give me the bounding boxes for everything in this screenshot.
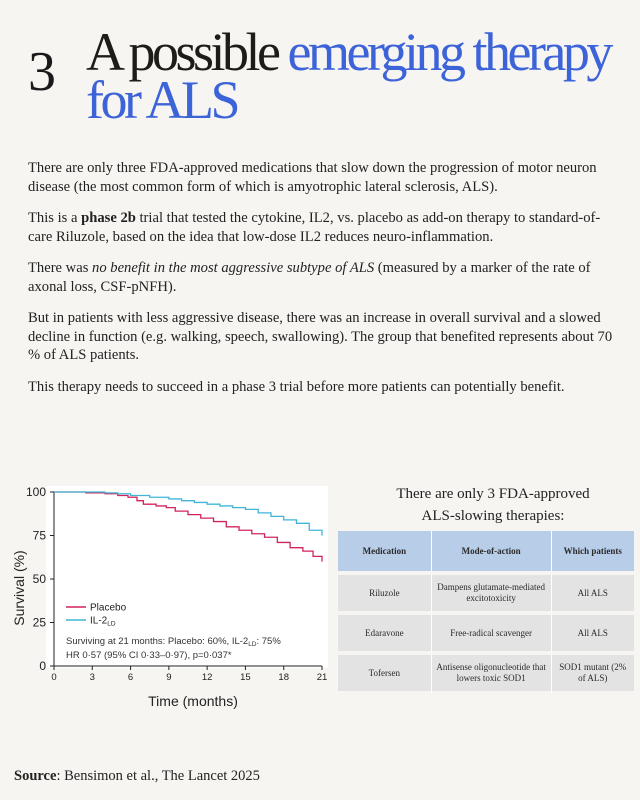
x-tick-label: 0: [51, 672, 57, 683]
title-dark: A possible: [86, 22, 278, 82]
p2-pre: This is a: [28, 210, 82, 226]
body-text: [28, 159, 618, 409]
legend-label: $IL-2_{LD}$: [90, 615, 116, 628]
annotation-line1-end: : 75%: [256, 636, 281, 647]
y-tick-label: 0: [39, 659, 46, 673]
header: [0, 0, 640, 150]
y-tick-label: 50: [32, 572, 46, 586]
page-title: [86, 22, 626, 130]
survival-chart: [6, 478, 334, 710]
paragraph-3: [28, 259, 618, 296]
paragraph-4: But in patients with less aggressive disease, there was an increase in overall survival and a slowed decline in function (e.g. walking, speech, swallowing). The group that benefited represents about 70 % of ALS patients.: [28, 310, 613, 363]
x-tick-label: 3: [89, 672, 95, 683]
therapies-table: [338, 531, 634, 695]
cell-patients: SOD1 mutant (2% of ALS): [552, 655, 634, 695]
legend-label: Placebo: [90, 602, 127, 614]
title-blue-1: emerging therapy: [287, 22, 610, 82]
cell-medication: Tofersen: [338, 655, 432, 695]
cell-mode: Antisense oligonucleotide that lowers toxic SOD1: [432, 655, 552, 695]
section-number: 3: [28, 41, 56, 103]
annotation-line1-main: Surviving at 21 months: Placebo: 60%, IL-2: [66, 636, 249, 647]
y-axis-label: Survival (%): [11, 550, 27, 626]
table-title-line-1: There are only 3 FDA-approved: [396, 486, 590, 502]
cell-patients: All ALS: [552, 575, 634, 615]
cell-patients: All ALS: [552, 615, 634, 655]
source-text: : Bensimon et al., The Lancet 2025: [56, 768, 260, 784]
table-title-line-2: ALS-slowing therapies:: [421, 508, 565, 524]
header-medication: Medication: [338, 531, 432, 575]
source-citation: [14, 768, 260, 785]
header-which-patients: Which patients: [552, 531, 634, 575]
y-tick-label: 100: [25, 485, 46, 499]
p3-italic: no benefit in the most aggressive subtype of ALS: [92, 260, 375, 276]
x-tick-label: 21: [316, 672, 328, 683]
x-tick-label: 12: [201, 672, 213, 683]
table-header-row: [338, 531, 634, 575]
p2-post: trial that tested the cytokine, IL2, vs. placebo as add-on therapy to standard-of-care Riluzole, based on the idea that low-dose IL2 reduces neuro-inflammation.: [28, 210, 601, 245]
p3-pre: There was: [28, 260, 93, 276]
survival-chart-svg: [6, 478, 334, 710]
source-label: Source: [14, 768, 57, 784]
table-row: [338, 615, 634, 655]
p3-post: (measured by a marker of the rate of axonal loss, CSF-pNFH).: [28, 260, 591, 295]
x-axis-label: Time (months): [148, 693, 238, 709]
x-tick-label: 15: [240, 672, 251, 683]
table-row: [338, 575, 634, 615]
x-tick-label: 18: [278, 672, 290, 683]
table-title: [338, 483, 640, 527]
y-tick-label: 75: [32, 528, 46, 543]
paragraph-5: This therapy needs to succeed in a phase 3 trial before more patients can potentially benefit.: [28, 378, 565, 395]
p2-bold: phase 2b: [81, 210, 136, 226]
paragraph-1: There are only three FDA-approved medications that slow down the progression of motor neuron disease (the most common form of which is amyotrophic lateral sclerosis, ALS).: [28, 160, 597, 195]
cell-mode: Dampens glutamate-mediated excitotoxicity: [432, 575, 552, 615]
header-mode-of-action: Mode-of-action: [432, 531, 552, 575]
chart-annotation-line-2: HR 0·57 (95% CI 0·33–0·97), p=0·037*: [66, 650, 232, 661]
cell-mode: Free-radical scavenger: [432, 615, 552, 655]
x-tick-label: 9: [166, 672, 172, 683]
y-tick-label: 25: [32, 615, 46, 630]
cell-medication: Edaravone: [338, 615, 432, 655]
table-row: [338, 655, 634, 695]
title-blue-2: for ALS: [86, 70, 237, 130]
annotation-line1-sub: LD: [248, 641, 257, 648]
x-tick-label: 6: [127, 672, 134, 683]
paragraph-2: [28, 209, 618, 246]
cell-medication: Riluzole: [338, 575, 432, 615]
